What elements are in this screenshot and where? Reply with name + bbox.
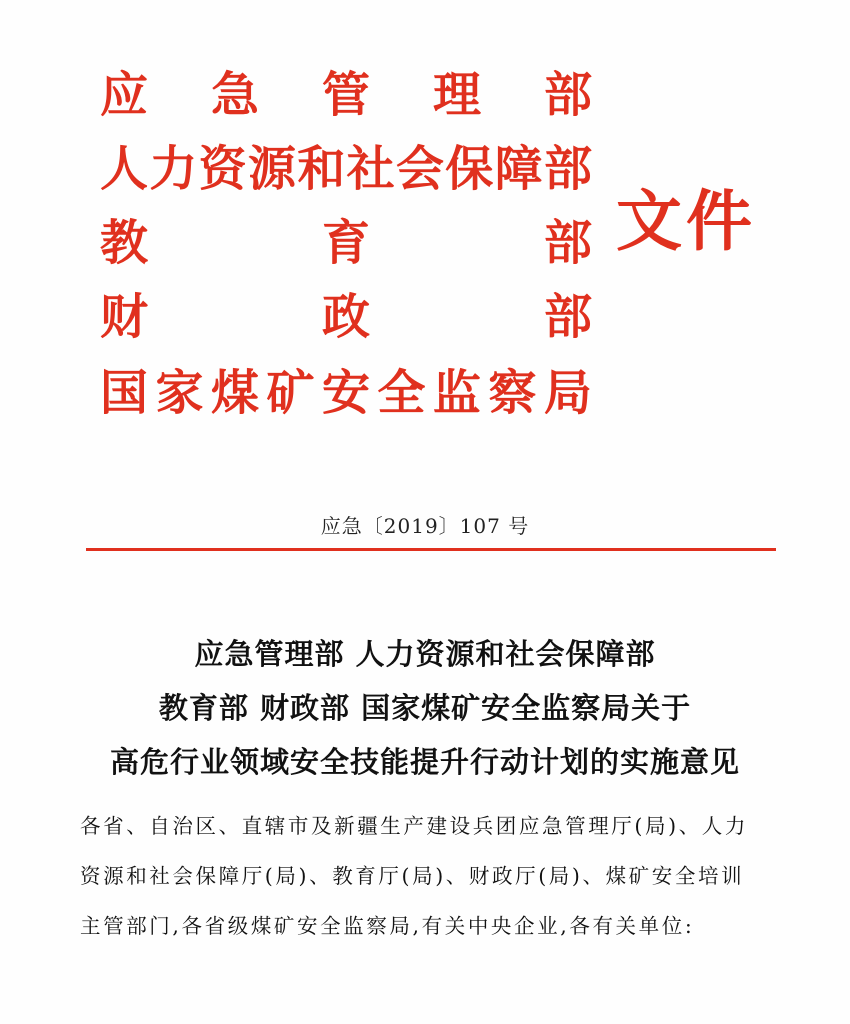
red-separator-line [86,548,776,551]
issuer-char: 管 [321,67,370,123]
issuer-char: 障 [494,141,543,197]
addressee-line-1: 各省、自治区、直辖市及新疆生产建设兵团应急管理厅(局)、人力 [80,814,748,838]
issuer-char: 急 [210,67,259,123]
issuer-char: 会 [395,141,444,197]
issuer-char: 资 [198,141,247,197]
issuer-char: 部 [543,67,592,123]
issuer-char: 监 [432,365,481,421]
issuer-char: 育 [321,215,370,271]
issuer-char: 应 [100,67,149,123]
document-title-line-1: 应急管理部 人力资源和社会保障部 [194,637,656,671]
addressee-line-3: 主管部门,各省级煤矿安全监察局,有关中央企业,各有关单位: [80,914,695,938]
issuer-char: 矿 [266,365,315,421]
issuer-char: 煤 [210,365,259,421]
issuer-char: 安 [321,365,370,421]
addressee-line-2: 资源和社会保障厅(局)、教育厅(局)、财政厅(局)、煤矿安全培训 [80,864,745,888]
document-title-line-3: 高危行业领域安全技能提升行动计划的实施意见 [109,745,740,779]
issuer-char: 局 [543,365,592,421]
issuer-char: 部 [543,141,592,197]
issuer-char: 保 [445,141,494,197]
issuer-char: 源 [247,141,296,197]
issuer-char: 家 [155,365,204,421]
issuer-emergency-management-ministry [100,64,592,126]
issuer-char: 财 [100,289,149,345]
issuer-char: 人 [100,141,149,197]
document-number: 应急〔2019〕107 号 [320,514,530,538]
issuer-char: 部 [543,289,592,345]
issuer-char: 全 [377,365,426,421]
issuer-char: 力 [149,141,198,197]
document-type-label: 文件 [616,182,756,260]
issuer-finance-ministry [100,286,592,348]
issuer-char: 国 [100,365,149,421]
issuer-char: 理 [432,67,481,123]
issuer-coal-mine-safety-bureau [100,362,592,424]
issuer-char: 和 [297,141,346,197]
document-title-line-2: 教育部 财政部 国家煤矿安全监察局关于 [158,691,692,725]
issuer-char: 政 [321,289,370,345]
issuer-char: 部 [543,215,592,271]
issuer-education-ministry [100,212,592,274]
issuer-char: 社 [346,141,395,197]
issuer-human-resources-ministry [100,138,592,200]
issuer-char: 教 [100,215,149,271]
issuer-char: 察 [488,365,537,421]
